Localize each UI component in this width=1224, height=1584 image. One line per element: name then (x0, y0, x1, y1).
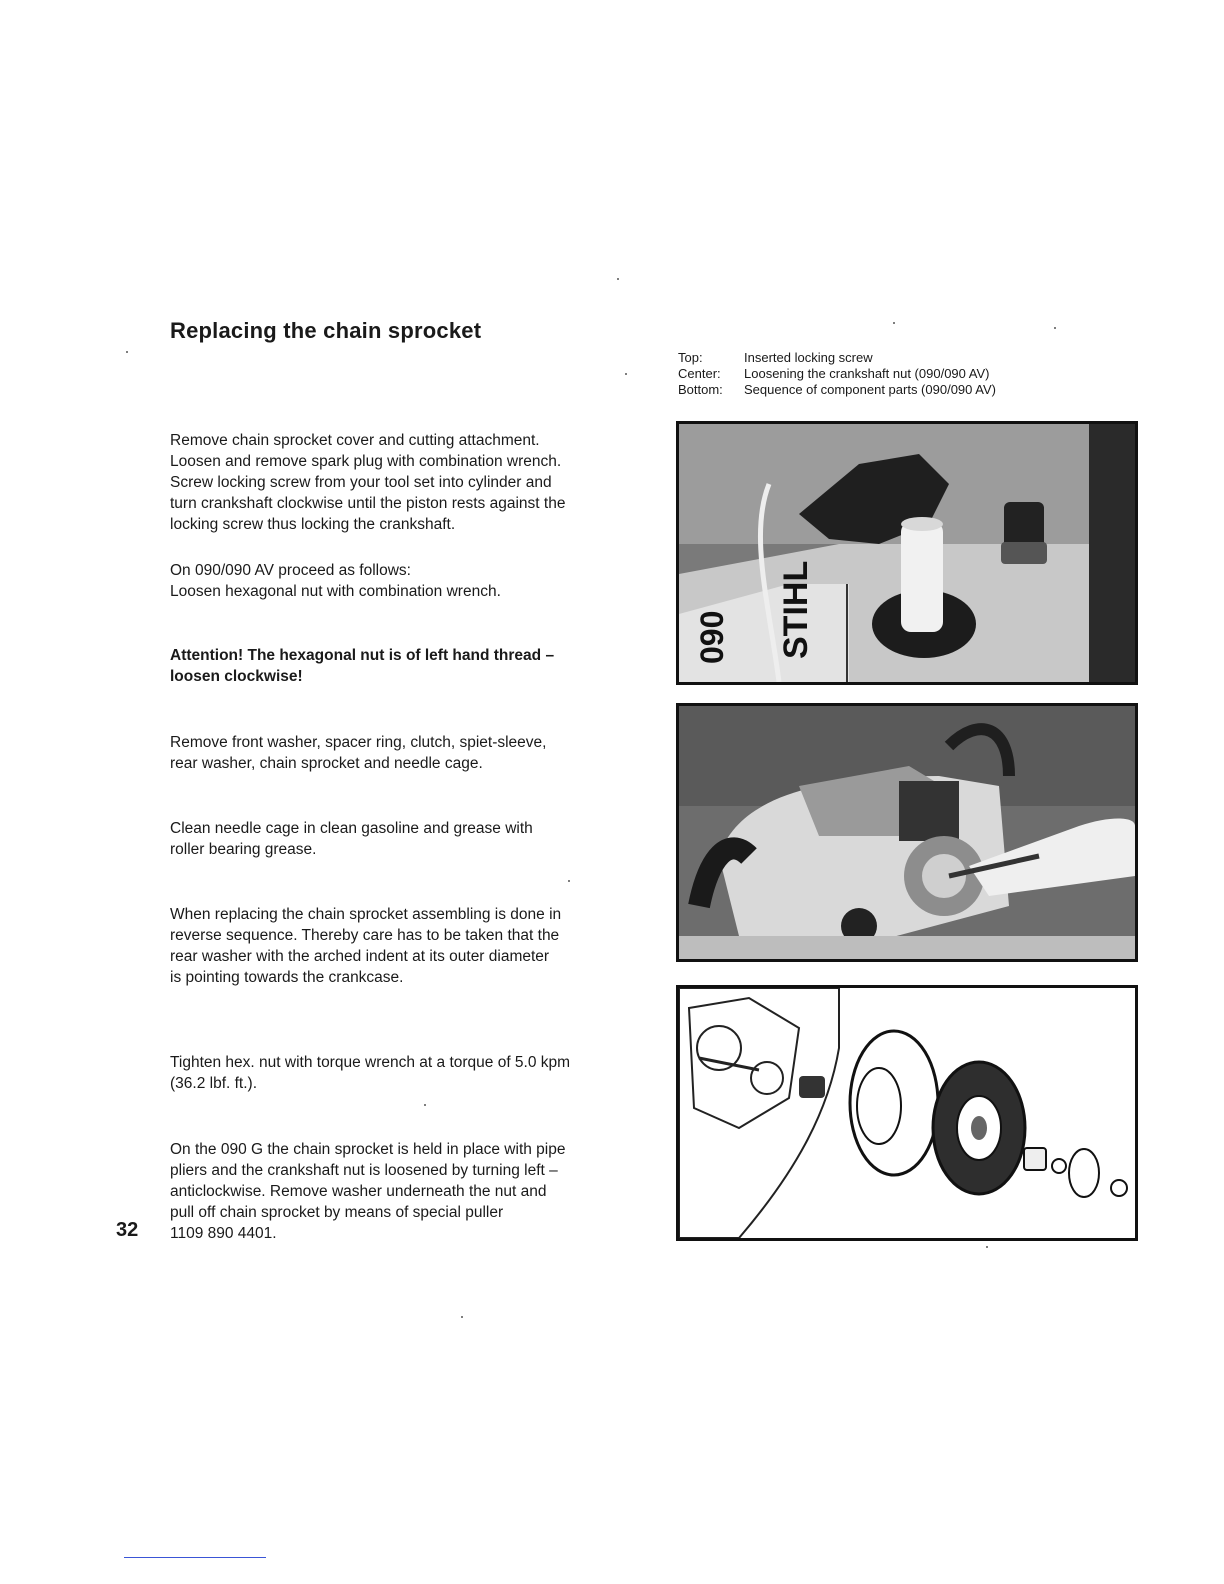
paragraph-attention (170, 645, 630, 687)
text-line: Loosen hexagonal nut with combination wrench. (170, 583, 501, 600)
scan-speck (461, 1316, 463, 1318)
scan-speck (617, 278, 619, 280)
text-line: On the 090 G the chain sprocket is held in place with pipe (170, 1141, 566, 1158)
text-line: Screw locking screw from your tool set into cylinder and (170, 474, 552, 491)
text-line: pliers and the crankshaft nut is loosened by turning left – (170, 1162, 558, 1179)
scan-speck (126, 351, 128, 353)
text-line: Loosen and remove spark plug with combination wrench. (170, 453, 562, 470)
text-line: rear washer, chain sprocket and needle cage. (170, 755, 483, 772)
text-line: locking screw thus locking the crankshaft. (170, 516, 456, 533)
caption-top (678, 350, 996, 366)
text-line: reverse sequence. Thereby care has to be taken that the (170, 927, 560, 944)
text-line: pull off chain sprocket by means of special puller (170, 1204, 504, 1221)
caption-key: Bottom: (678, 382, 723, 397)
text-line: 1109 890 4401. (170, 1225, 277, 1242)
page-title: Replacing the chain sprocket (170, 318, 482, 343)
text-line: Tighten hex. nut with torque wrench at a torque of 5.0 kpm (170, 1054, 571, 1071)
paragraph-torque (170, 1052, 630, 1094)
scan-speck (986, 1246, 988, 1248)
text-line: Remove chain sprocket cover and cutting attachment. (170, 432, 540, 449)
photo-locking-screw-illustration (679, 424, 1135, 682)
photo-component-sequence-illustration (679, 988, 1135, 1238)
scan-speck (625, 373, 627, 375)
paragraph-remove-parts (170, 732, 630, 774)
photo-loosening-nut (676, 703, 1138, 962)
text-line: On 090/090 AV proceed as follows: (170, 562, 411, 579)
photo-locking-screw (676, 421, 1138, 685)
paragraph-remove-cover (170, 430, 630, 535)
text-line: Attention! The hexagonal nut is of left hand thread – (170, 647, 555, 664)
text-line: turn crankshaft clockwise until the piston rests against the (170, 495, 566, 512)
scan-speck (568, 880, 570, 882)
page-number: 32 (116, 1219, 139, 1241)
caption-text: Sequence of component parts (090/090 AV) (744, 382, 996, 397)
text-line: Clean needle cage in clean gasoline and grease with (170, 820, 533, 837)
footnote-rule (124, 1557, 266, 1558)
text-line: (36.2 lbf. ft.). (170, 1075, 258, 1092)
scan-speck (1054, 327, 1056, 329)
text-line: anticlockwise. Remove washer underneath the nut and (170, 1183, 547, 1200)
caption-key: Center: (678, 366, 721, 381)
brand-label: STIHL (777, 560, 815, 659)
text-line: rear washer with the arched indent at its outer diameter (170, 948, 550, 965)
caption-text: Inserted locking screw (744, 350, 873, 365)
model-label: 090 (694, 610, 730, 664)
scan-speck (424, 1104, 426, 1106)
paragraph-090g (170, 1139, 630, 1244)
caption-key: Top: (678, 350, 703, 365)
text-line: Remove front washer, spacer ring, clutch, spiet-sleeve, (170, 734, 547, 751)
scan-speck (893, 322, 895, 324)
photo-loosening-nut-illustration (679, 706, 1135, 959)
figure-captions (678, 350, 996, 398)
caption-bottom (678, 382, 996, 398)
paragraph-clean-cage (170, 818, 630, 860)
text-line: loosen clockwise! (170, 668, 303, 685)
photo-component-sequence (676, 985, 1138, 1241)
text-line: is pointing towards the crankcase. (170, 969, 404, 986)
caption-text: Loosening the crankshaft nut (090/090 AV) (744, 366, 990, 381)
text-line: When replacing the chain sprocket assembling is done in (170, 906, 562, 923)
paragraph-090-procedure (170, 560, 630, 602)
text-line: roller bearing grease. (170, 841, 317, 858)
caption-center (678, 366, 996, 382)
paragraph-reassembly (170, 904, 630, 988)
